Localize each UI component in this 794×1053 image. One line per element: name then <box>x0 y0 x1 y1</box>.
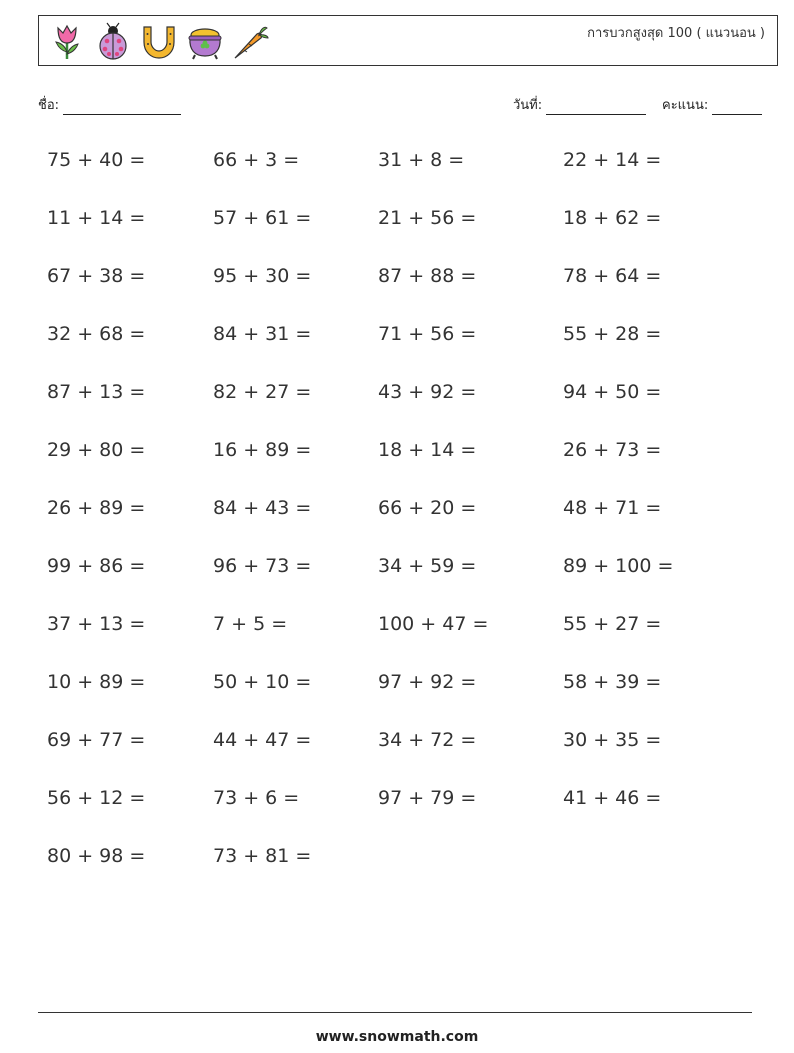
score-field <box>662 94 762 115</box>
problem-item: 69 + 77 = <box>47 729 146 751</box>
problem-item: 84 + 31 = <box>213 323 312 345</box>
problem-item: 55 + 28 = <box>563 323 662 345</box>
worksheet-header <box>38 15 778 66</box>
problem-item: 21 + 56 = <box>378 207 477 229</box>
name-field <box>38 94 181 115</box>
worksheet-title: การบวกสูงสุด 100 ( แนวนอน ) <box>587 26 765 41</box>
problem-item: 73 + 81 = <box>213 845 312 867</box>
problem-item: 32 + 68 = <box>47 323 146 345</box>
problem-item: 97 + 79 = <box>378 787 477 809</box>
problem-item: 7 + 5 = <box>213 613 288 635</box>
name-line[interactable] <box>63 100 181 115</box>
problem-item: 18 + 62 = <box>563 207 662 229</box>
carrot-icon <box>231 22 271 62</box>
problem-item: 29 + 80 = <box>47 439 146 461</box>
footer-url: www.snowmath.com <box>315 1029 479 1045</box>
problem-item: 26 + 89 = <box>47 497 146 519</box>
problem-item: 99 + 86 = <box>47 555 146 577</box>
problem-item: 44 + 47 = <box>213 729 312 751</box>
date-line[interactable] <box>546 100 646 115</box>
problem-item: 57 + 61 = <box>213 207 312 229</box>
ladybug-icon <box>93 22 133 62</box>
problem-item: 66 + 3 = <box>213 149 300 171</box>
problem-item: 82 + 27 = <box>213 381 312 403</box>
problem-item: 55 + 27 = <box>563 613 662 635</box>
horseshoe-icon <box>139 22 179 62</box>
header-icons <box>47 22 271 62</box>
problem-item: 18 + 14 = <box>378 439 477 461</box>
problem-item: 10 + 89 = <box>47 671 146 693</box>
problem-item: 67 + 38 = <box>47 265 146 287</box>
problem-item: 34 + 72 = <box>378 729 477 751</box>
problem-item: 87 + 88 = <box>378 265 477 287</box>
problem-item: 56 + 12 = <box>47 787 146 809</box>
problem-item: 34 + 59 = <box>378 555 477 577</box>
name-label: ชื่อ: <box>38 98 60 113</box>
problem-item: 87 + 13 = <box>47 381 146 403</box>
footer-divider <box>38 1012 752 1013</box>
problem-item: 73 + 6 = <box>213 787 300 809</box>
problem-item: 71 + 56 = <box>378 323 477 345</box>
score-line[interactable] <box>712 100 762 115</box>
problem-item: 31 + 8 = <box>378 149 465 171</box>
problem-item: 11 + 14 = <box>47 207 146 229</box>
problem-item: 66 + 20 = <box>378 497 477 519</box>
problem-item: 43 + 92 = <box>378 381 477 403</box>
problem-item: 37 + 13 = <box>47 613 146 635</box>
date-label: วันที่: <box>513 98 543 113</box>
pot-of-gold-icon <box>185 22 225 62</box>
problem-item: 96 + 73 = <box>213 555 312 577</box>
problem-item: 75 + 40 = <box>47 149 146 171</box>
problem-item: 84 + 43 = <box>213 497 312 519</box>
problem-item: 95 + 30 = <box>213 265 312 287</box>
problem-item: 80 + 98 = <box>47 845 146 867</box>
problem-item: 78 + 64 = <box>563 265 662 287</box>
problem-item: 22 + 14 = <box>563 149 662 171</box>
score-label: คะแนน: <box>662 98 709 113</box>
date-field <box>513 94 646 115</box>
problem-item: 50 + 10 = <box>213 671 312 693</box>
problem-item: 100 + 47 = <box>378 613 489 635</box>
problem-item: 30 + 35 = <box>563 729 662 751</box>
problem-item: 58 + 39 = <box>563 671 662 693</box>
problem-item: 97 + 92 = <box>378 671 477 693</box>
problem-item: 48 + 71 = <box>563 497 662 519</box>
problem-item: 16 + 89 = <box>213 439 312 461</box>
problem-item: 41 + 46 = <box>563 787 662 809</box>
tulip-icon <box>47 22 87 62</box>
problem-item: 94 + 50 = <box>563 381 662 403</box>
problem-item: 89 + 100 = <box>563 555 674 577</box>
problem-item: 26 + 73 = <box>563 439 662 461</box>
